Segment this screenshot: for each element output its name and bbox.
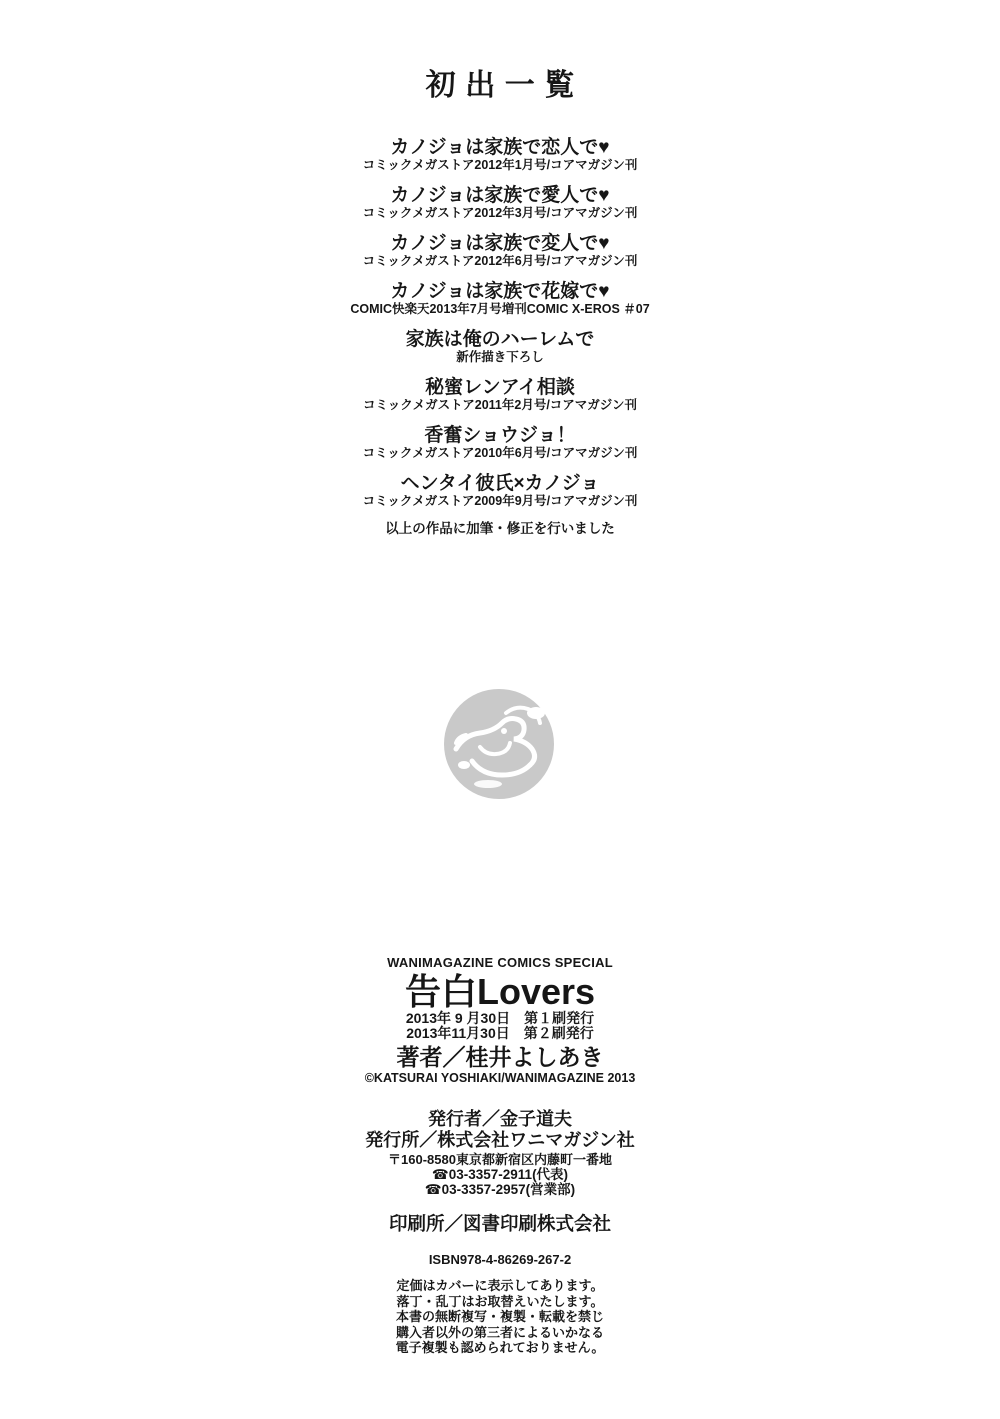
first-publication-heading: 初出一覧 [425,69,584,102]
phone-main: ☎03-3357-2911(代表) [431,1167,569,1182]
work-title: 家族は俺のハーレムで [405,329,595,350]
work-source: コミックメガストア2011年2月号/コアマガジン刊 [363,398,637,412]
book-title: 告白Lovers [404,971,596,1012]
legal-notice-line: 落丁・乱丁はお取替えいたします。 [396,1293,604,1309]
publication-entry [0,473,1000,508]
work-title: 香奮ショウジョ！ [424,425,576,446]
author-credit: 著者／桂井よしあき [396,1044,604,1070]
printer-credit: 印刷所／図書印刷株式会社 [388,1213,611,1234]
publication-entry [0,185,1000,220]
brand-label: WANIMAGAZINE COMICS SPECIAL [387,955,613,970]
legal-notice-line: 定価はカバーに表示してあります。 [396,1278,604,1293]
publication-entry [0,137,1000,172]
work-source: コミックメガストア2012年1月号/コアマガジン刊 [362,158,638,172]
copyright-notice: ©KATSURAI YOSHIAKI/WANIMAGAZINE 2013 [364,1071,636,1085]
legal-notice-line: 本書の無断複写・複製・転載を禁じ [395,1309,604,1324]
first-publication-list [0,137,1000,537]
publication-entry [0,377,1000,412]
publisher-address: 〒160-8580東京都新宿区内藤町一番地 [388,1152,612,1167]
revision-note: 以上の作品に加筆・修正を行いました [385,521,615,536]
second-printing: 2013年11月30日 第２刷発行 [406,1025,594,1041]
work-title: 秘蜜レンアイ相談 [425,377,575,398]
work-title: カノジョは家族で愛人で♥ [390,185,610,206]
work-source: コミックメガストア2012年3月号/コアマガジン刊 [362,206,638,220]
phone-sales: ☎03-3357-2957(営業部) [424,1182,576,1197]
publication-entry [0,329,1000,364]
work-title: カノジョは家族で変人で♥ [390,233,610,254]
work-source: COMIC快楽天2013年7月号増刊COMIC X-EROS ＃07 [350,302,650,316]
legal-notice-line: 購入者以外の第三者によるいかなる [395,1324,604,1340]
isbn-number: ISBN978-4-86269-267-2 [428,1252,572,1267]
legal-notice [0,1278,1000,1356]
publication-entry [0,233,1000,268]
work-title: ヘンタイ彼氏×カノジョ [400,473,600,494]
work-source: コミックメガストア2010年6月号/コアマガジン刊 [362,446,638,460]
work-source: 新作描き下ろし [456,350,544,364]
first-printing: 2013年 9 月30日 第１刷発行 [405,1010,595,1026]
work-title: カノジョは家族で花嫁で♥ [390,281,610,302]
legal-notice-line: 電子複製も認められておりません。 [395,1340,605,1355]
publisher-person: 発行者／金子道夫 [428,1109,572,1129]
work-source: コミックメガストア2009年9月号/コアマガジン刊 [362,494,638,508]
publication-entry [0,281,1000,316]
publication-entry [0,425,1000,460]
work-source: コミックメガストア2012年6月号/コアマガジン刊 [362,254,638,268]
publisher-company: 発行所／株式会社ワニマガジン社 [365,1130,635,1150]
colophon-block [0,955,1000,1356]
wanimagazine-dragon-seal-icon [442,687,556,801]
work-title: カノジョは家族で恋人で♥ [390,137,610,158]
